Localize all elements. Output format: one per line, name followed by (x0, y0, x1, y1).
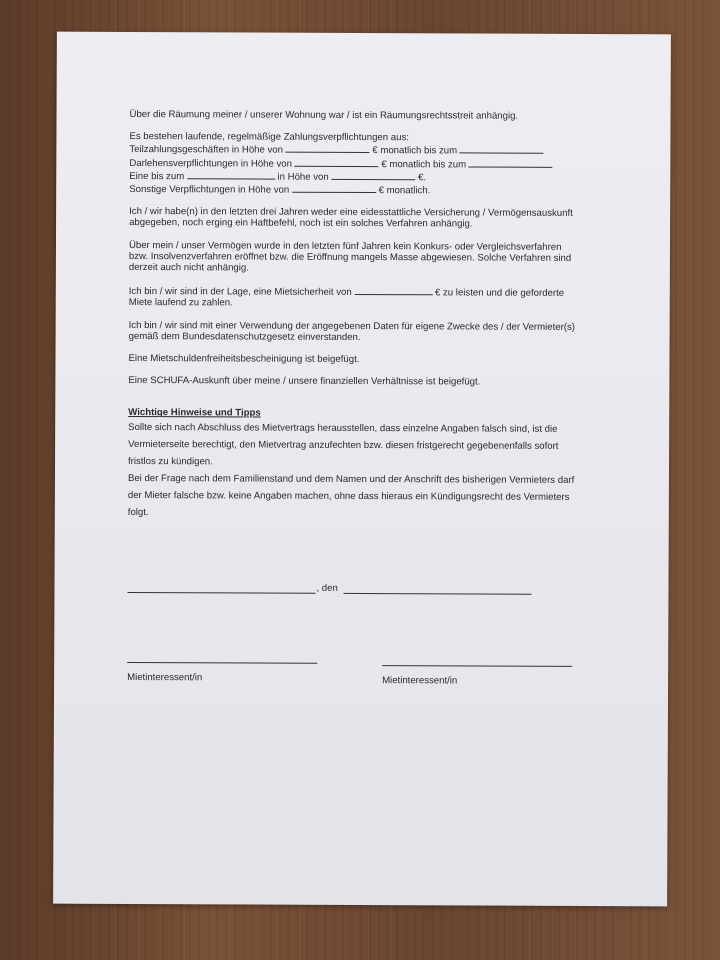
insolvency-line-2: bzw. Insolvenzverfahren eröffnet bzw. die Eröffnung mangels Masse abgewiesen. Solche Verfahren sind (128, 250, 572, 264)
data-consent-line-2: gemäß dem Bundesdatenschutzgesetz einverstanden. (128, 330, 361, 343)
insolvency-line-3: derzeit auch nicht anhängig. (128, 262, 249, 274)
hint-line-2: Vermieterseite berechtigt, den Mietvertrag anzufechten bzw. diesen fristgerecht gegebenenfalls sofort (128, 438, 559, 452)
insolvency-line-1: Über mein / unser Vermögen wurde in den letzten fünf Jahren kein Konkurs- oder Vergleichsverfahren (128, 239, 562, 253)
installments-date-field[interactable] (460, 144, 544, 154)
hint-line-4: Bei der Frage nach dem Familienstand und dem Namen und der Anschrift des bisherigen Vermieters darf (127, 472, 575, 486)
obligation-installments: Teilzahlungsgeschäften in Höhe von € monatlich bis zum (129, 142, 609, 157)
affidavit-line-2: abgegeben, noch erging ein Haftbefehl, noch ist ein solches Verfahren anhängig. (129, 217, 473, 230)
deposit-line-2: Miete laufend zu zahlen. (128, 297, 233, 309)
loans-amount-field[interactable] (295, 156, 379, 166)
signature-line-left[interactable] (127, 662, 317, 664)
place-line[interactable] (127, 592, 315, 594)
installments-amount-field[interactable] (286, 143, 370, 153)
obligation-loans: Darlehensverpflichtungen in Höhe von € monatlich bis zum (129, 156, 609, 171)
single-amount-field[interactable] (331, 170, 415, 180)
signature-line-right[interactable] (382, 665, 572, 667)
single-date-field[interactable] (187, 169, 275, 179)
paper-sheet (53, 32, 671, 907)
hint-line-3: fristlos zu kündigen. (128, 455, 213, 468)
date-line[interactable] (343, 593, 531, 595)
schufa-note: Eine SCHUFA-Auskunft über meine / unsere finanziellen Verhältnisse ist beigefügt. (128, 375, 481, 388)
place-date-separator: , den (316, 582, 338, 594)
form-body (128, 109, 610, 523)
data-consent-line-1: Ich bin / wir sind mit einer Verwendung der angegebenen Daten für eigene Zwecke des / der Vermieter(s) (128, 319, 576, 333)
hint-line-5: der Mieter falsche bzw. keine Angaben machen, ohne dass hieraus ein Kündigungsrecht des Vermieters (127, 489, 570, 503)
obligations-intro: Es bestehen laufende, regelmäßige Zahlungsverpflichtungen aus: (129, 131, 409, 144)
hints-section (128, 419, 608, 523)
loans-date-field[interactable] (469, 157, 553, 167)
other-amount-field[interactable] (292, 183, 376, 193)
hints-title: Wichtige Hinweise und Tipps (128, 407, 261, 420)
hint-line-1: Sollte sich nach Abschluss des Mietvertrags herausstellen, dass einzelne Angaben falsch sind, ist die (128, 421, 558, 435)
signature-label-right: Mietinteressent/in (382, 675, 458, 687)
rent-debt-certificate-note: Eine Mietschuldenfreiheitsbescheinigung ist beigefügt. (128, 353, 360, 366)
deposit-amount-field[interactable] (354, 285, 432, 295)
signature-label-left: Mietinteressent/in (127, 671, 203, 684)
hint-line-6: folgt. (127, 506, 149, 518)
obligation-single: Eine bis zum in Höhe von €. (129, 170, 427, 184)
deposit-line-1: Ich bin / wir sind in der Lage, eine Mietsicherheit von € zu leisten und die geforderte (128, 286, 565, 300)
obligation-other: Sonstige Verpflichtungen in Höhe von € monatlich. (129, 183, 431, 197)
affidavit-line-1: Ich / wir habe(n) in den letzten drei Jahren weder eine eidesstattliche Versicherung / Vermögensauskunft (129, 206, 573, 220)
raeumung-statement: Über die Räumung meiner / unserer Wohnung war / ist ein Räumungsrechtsstreit anhängig. (129, 108, 519, 122)
